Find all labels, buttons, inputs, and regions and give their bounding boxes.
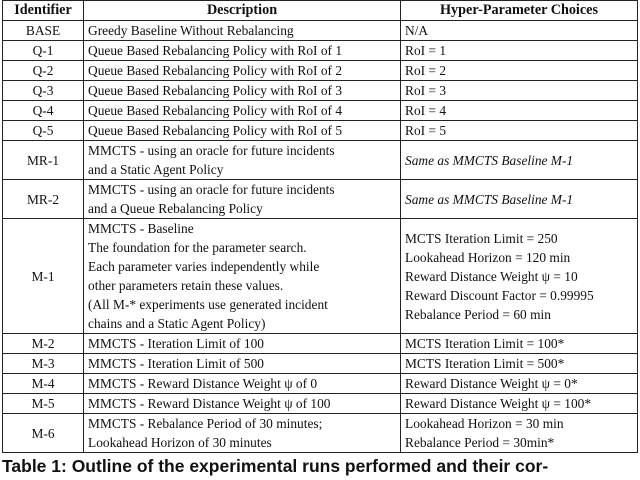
row-hyperparameters xyxy=(401,374,638,394)
hyperparameter-line: Same as MMCTS Baseline M-1 xyxy=(405,191,574,207)
table-row xyxy=(3,354,638,374)
row-description xyxy=(84,141,401,180)
description-line: Queue Based Rebalancing Policy with RoI of 3 xyxy=(88,83,343,98)
row-description xyxy=(84,180,401,219)
row-description xyxy=(84,41,401,61)
description-line: Queue Based Rebalancing Policy with RoI of 1 xyxy=(88,43,343,58)
hyperparameter-line: RoI = 1 xyxy=(405,43,447,58)
row-hyperparameters xyxy=(401,394,638,414)
hyperparameter-line: RoI = 4 xyxy=(405,103,447,118)
header-identifier: Identifier xyxy=(3,1,84,21)
hyperparameter-line: MCTS Iteration Limit = 100* xyxy=(405,336,565,351)
description-line: MMCTS - Iteration Limit of 100 xyxy=(88,336,264,351)
row-identifier: Q-4 xyxy=(3,101,84,121)
row-identifier: Q-5 xyxy=(3,121,84,141)
hyperparameter-line: MCTS Iteration Limit = 250 xyxy=(405,230,558,246)
row-description xyxy=(84,394,401,414)
row-hyperparameters xyxy=(401,41,638,61)
row-hyperparameters xyxy=(401,61,638,81)
description-line: Each parameter varies independently while xyxy=(88,259,320,274)
hyperparameter-line: Rebalance Period = 30min* xyxy=(405,435,555,450)
table-row xyxy=(3,81,638,101)
row-description xyxy=(84,121,401,141)
table-caption: Table 1: Outline of the experimental runs performed and their cor- xyxy=(2,456,549,476)
description-line: Greedy Baseline Without Rebalancing xyxy=(88,23,294,38)
description-line: MMCTS - Iteration Limit of 500 xyxy=(88,356,264,371)
table-row xyxy=(3,121,638,141)
row-hyperparameters xyxy=(401,219,638,334)
row-description xyxy=(84,334,401,354)
table-row xyxy=(3,219,638,334)
row-description xyxy=(84,414,401,453)
description-line: MMCTS - Rebalance Period of 30 minutes; xyxy=(88,416,323,431)
experiments-table xyxy=(2,0,638,453)
table-row xyxy=(3,374,638,394)
table-row xyxy=(3,101,638,121)
description-line: MMCTS - Reward Distance Weight ψ of 100 xyxy=(88,396,331,411)
row-hyperparameters xyxy=(401,21,638,41)
table-row xyxy=(3,21,638,41)
row-description xyxy=(84,219,401,334)
description-line: chains and a Static Agent Policy) xyxy=(88,316,266,331)
description-line: (All M-* experiments use generated incident xyxy=(88,297,328,312)
row-description xyxy=(84,374,401,394)
row-identifier: BASE xyxy=(3,21,84,41)
header-hyperparameters: Hyper-Parameter Choices xyxy=(401,1,638,21)
description-line: MMCTS - using an oracle for future incidents xyxy=(88,182,335,197)
row-hyperparameters xyxy=(401,141,638,180)
table-body xyxy=(3,21,638,453)
hyperparameter-line: Same as MMCTS Baseline M-1 xyxy=(405,152,574,168)
hyperparameter-line: MCTS Iteration Limit = 500* xyxy=(405,356,565,371)
row-hyperparameters xyxy=(401,414,638,453)
hyperparameter-line: RoI = 2 xyxy=(405,63,447,78)
row-identifier: M-4 xyxy=(3,374,84,394)
description-line: other parameters retain these values. xyxy=(88,278,284,293)
table-row xyxy=(3,334,638,354)
hyperparameter-line: Reward Distance Weight ψ = 100* xyxy=(405,396,592,411)
row-hyperparameters xyxy=(401,121,638,141)
description-line: Lookahead Horizon of 30 minutes xyxy=(88,435,272,450)
row-hyperparameters xyxy=(401,180,638,219)
row-identifier: M-3 xyxy=(3,354,84,374)
description-line: and a Static Agent Policy xyxy=(88,162,224,177)
row-description xyxy=(84,21,401,41)
table-row xyxy=(3,141,638,180)
description-line: MMCTS - Reward Distance Weight ψ of 0 xyxy=(88,376,318,391)
row-hyperparameters xyxy=(401,81,638,101)
row-description xyxy=(84,101,401,121)
hyperparameter-line: Lookahead Horizon = 30 min xyxy=(405,416,564,431)
table-row xyxy=(3,414,638,453)
hyperparameter-line: N/A xyxy=(405,23,429,38)
row-identifier: Q-3 xyxy=(3,81,84,101)
hyperparameter-line: Rebalance Period = 60 min xyxy=(405,306,551,322)
description-line: Queue Based Rebalancing Policy with RoI of 5 xyxy=(88,123,343,138)
hyperparameter-line: Reward Discount Factor = 0.99995 xyxy=(405,287,594,303)
description-line: The foundation for the parameter search. xyxy=(88,240,307,255)
description-line: Queue Based Rebalancing Policy with RoI of 4 xyxy=(88,103,343,118)
table-row xyxy=(3,61,638,81)
row-description xyxy=(84,81,401,101)
hyperparameter-line: RoI = 3 xyxy=(405,83,447,98)
row-identifier: M-1 xyxy=(3,219,84,334)
table-row xyxy=(3,394,638,414)
description-line: MMCTS - using an oracle for future incidents xyxy=(88,143,335,158)
table-row xyxy=(3,41,638,61)
row-identifier: Q-1 xyxy=(3,41,84,61)
row-identifier: Q-2 xyxy=(3,61,84,81)
hyperparameter-line: Reward Distance Weight ψ = 10 xyxy=(405,268,578,284)
row-identifier: MR-2 xyxy=(3,180,84,219)
row-hyperparameters xyxy=(401,354,638,374)
hyperparameter-line: Lookahead Horizon = 120 min xyxy=(405,249,571,265)
row-identifier: MR-1 xyxy=(3,141,84,180)
row-identifier: M-6 xyxy=(3,414,84,453)
table-header-row xyxy=(3,1,638,21)
header-description: Description xyxy=(84,1,401,21)
row-identifier: M-5 xyxy=(3,394,84,414)
row-hyperparameters xyxy=(401,334,638,354)
row-description xyxy=(84,354,401,374)
description-line: and a Queue Rebalancing Policy xyxy=(88,201,263,216)
description-line: Queue Based Rebalancing Policy with RoI of 2 xyxy=(88,63,343,78)
row-description xyxy=(84,61,401,81)
hyperparameter-line: Reward Distance Weight ψ = 0* xyxy=(405,376,578,391)
row-hyperparameters xyxy=(401,101,638,121)
row-identifier: M-2 xyxy=(3,334,84,354)
hyperparameter-line: RoI = 5 xyxy=(405,123,447,138)
table-row xyxy=(3,180,638,219)
description-line: MMCTS - Baseline xyxy=(88,221,194,236)
